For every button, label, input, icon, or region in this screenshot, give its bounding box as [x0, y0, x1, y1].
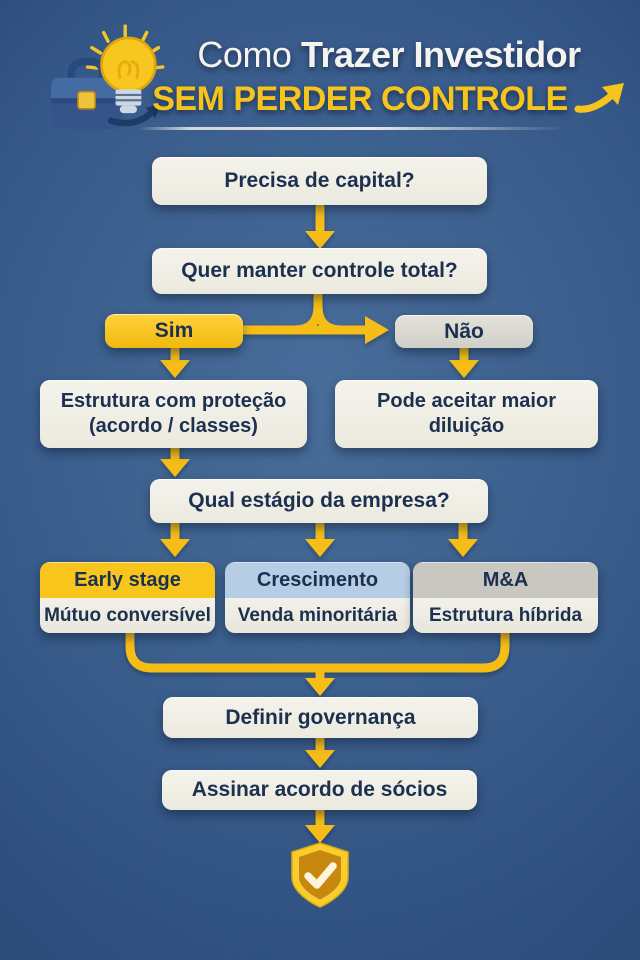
yes-outcome-line1: Estrutura com proteção — [60, 390, 287, 412]
node-label: Definir governança — [225, 705, 416, 729]
arrow-up-right-icon — [574, 81, 626, 115]
stage-card-growth — [225, 562, 410, 633]
node-label: Quer manter controle total? — [181, 259, 458, 282]
stage-header: M&A — [413, 562, 598, 598]
stage-header: Crescimento — [225, 562, 410, 598]
node-agreement — [162, 770, 477, 810]
shield-check-icon — [287, 841, 353, 911]
title-regular: Como — [197, 34, 292, 75]
page-title — [150, 34, 628, 76]
node-question-capital — [152, 157, 487, 205]
title-bold: Trazer Investidor — [300, 34, 581, 75]
node-label — [61, 389, 287, 439]
node-question-stage — [150, 479, 488, 523]
node-governance — [163, 697, 478, 738]
stage-detail: Venda minoritária — [225, 598, 410, 633]
node-branch-yes — [105, 314, 243, 348]
node-label: Assinar acordo de sócios — [191, 778, 448, 801]
stage-header: Early stage — [40, 562, 215, 598]
stage-card-ma — [413, 562, 598, 633]
node-label: Sim — [154, 319, 194, 342]
node-branch-no — [395, 315, 533, 348]
node-no-outcome — [335, 380, 598, 448]
node-label: Não — [444, 319, 484, 343]
page-subtitle — [152, 80, 626, 119]
node-question-control — [152, 248, 487, 294]
subtitle-text: SEM PERDER CONTROLE — [152, 80, 568, 118]
stage-detail: Estrutura híbrida — [413, 598, 598, 633]
stage-detail: Mútuo conversível — [40, 598, 215, 633]
node-label: Pode aceitar maior diluição — [377, 390, 556, 437]
header-divider — [138, 127, 566, 130]
node-label: Qual estágio da empresa? — [188, 489, 450, 512]
node-yes-outcome — [40, 380, 307, 448]
node-label: Precisa de capital? — [224, 169, 415, 192]
stage-card-early — [40, 562, 215, 633]
yes-outcome-line2: (acordo / classes) — [89, 415, 258, 437]
header-title-block — [150, 34, 628, 119]
